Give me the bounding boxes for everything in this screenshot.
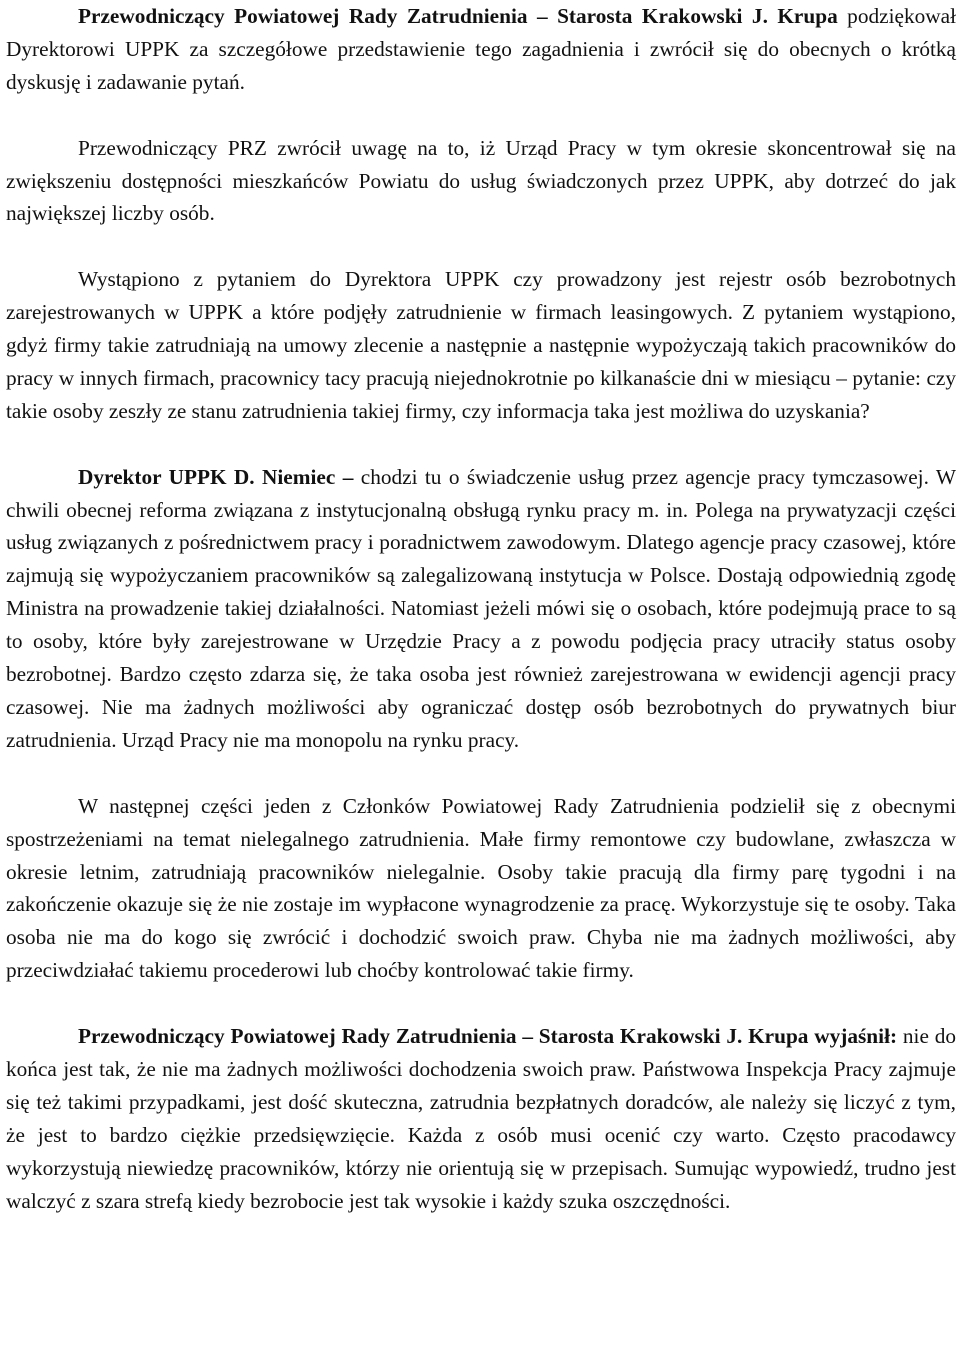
paragraph-text: nie do końca jest tak, że nie ma żadnych możliwości dochodzenia swoich praw. Państwowa Inspekcja Pracy zajmuje się też takimi przypadkami, jest dość skuteczna, zatrudnia bezpłatnych doradców, ale należy się liczyć z tym, że jest to bardzo ciężkie przedsięwzięcie. Każda z osób musi ocenić czy warto. Często pracodawcy wykorzystują niewiedzę pracowników, którzy nie orientują się w przepisach. Sumując wypowiedź, trudno jest walczyć z szara strefą kiedy bezrobocie jest tak wysokie i każdy szuka oszczędności. — [6, 1024, 956, 1213]
paragraph-text: W następnej części jeden z Członków Powiatowej Rady Zatrudnienia podzielił się z obecnymi spostrzeżeniami na temat nielegalnego zatrudnienia. Małe firmy remontowe czy budowlane, zwłaszcza w okresie letnim, zatrudniają pracowników nielegalnie. Osoby takie pracują dla firmy parę tygodni i na zakończenie okazuje się że nie zostaje im wypłacone wynagrodzenie za pracę. Wykorzystuje się te osoby. Taka osoba nie ma do kogo się zwrócić i dochodzić swoich praw. Chyba nie ma żadnych możliwości, aby przeciwdziałać takiemu procederowi lub choćby kontrolować takie firmy. — [6, 793, 956, 983]
speaker-label: Przewodniczący Powiatowej Rady Zatrudnienia – Starosta Krakowski J. Krupa — [78, 4, 838, 28]
speaker-label: Dyrektor UPPK D. Niemiec – — [78, 464, 354, 489]
paragraph-chairman-thanks — [6, 0, 956, 99]
paragraph-director-answer — [6, 461, 956, 757]
paragraph-prz-remark — [6, 132, 956, 231]
paragraph-text: Przewodniczący PRZ zwrócił uwagę na to, iż Urząd Pracy w tym okresie skoncentrował się na zwiększeniu dostępności mieszkańców Powiatu do usług świadczonych przez UPPK, aby dotrzeć do jak największej liczby osób. — [6, 135, 956, 226]
paragraph-text: podziękował Dyrektorowi UPPK za szczegółowe przedstawienie tego zagadnienia i zwrócił się do obecnych o krótką dyskusję i zadawanie pytań. — [6, 4, 956, 94]
paragraph-member-remark — [6, 790, 956, 987]
paragraph-text: Wystąpiono z pytaniem do Dyrektora UPPK czy prowadzony jest rejestr osób bezrobotnych zarejestrowanych w UPPK a które podjęły zatrudnienie w firmach leasingowych. Z pytaniem wystąpiono, gdyż firmy takie zatrudniają na umowy zlecenie a następnie a następnie wypożyczają takich pracowników do pracy w innych firmach, pracownicy tacy pracują niejednokrotnie po kilkanaście dni w miesiącu – pytanie: czy takie osoby zeszły ze stanu zatrudnienia takiej firmy, czy informacja taka jest możliwa do uzyskania? — [6, 267, 956, 423]
paragraph-question — [6, 263, 956, 428]
document-page — [6, 0, 956, 1217]
speaker-label: Przewodniczący Powiatowej Rady Zatrudnienia – Starosta Krakowski J. Krupa wyjaśnił: — [78, 1024, 898, 1049]
paragraph-chairman-explanation — [6, 1020, 956, 1217]
paragraph-text: chodzi tu o świadczenie usług przez agencje pracy tymczasowej. W chwili obecnej reforma związana z instytucjonalną obsługą rynku pracy m. in. Polega na prywatyzacji części usług związanych z pośrednictwem pracy i poradnictwem zawodowym. Dlatego agencje pracy czasowej, które zajmują się wypożyczaniem pracowników są zalegalizowaną instytucja w Polsce. Dostają odpowiednią zgodę Ministra na prowadzenie takiej działalności. Natomiast jeżeli mówi się o osobach, które podejmują prace to są to osoby, które były zarejestrowane w Urzędzie Pracy a z powodu podjęcia pracy utraciły status osoby bezrobotnej. Bardzo często zdarza się, że taka osoba jest również zarejestrowana w ewidencji agencji pracy czasowej. Nie ma żadnych możliwości aby ograniczać dostęp osób bezrobotnych do prywatnych biur zatrudnienia. Urząd Pracy nie ma monopolu na rynku pracy. — [6, 464, 956, 752]
